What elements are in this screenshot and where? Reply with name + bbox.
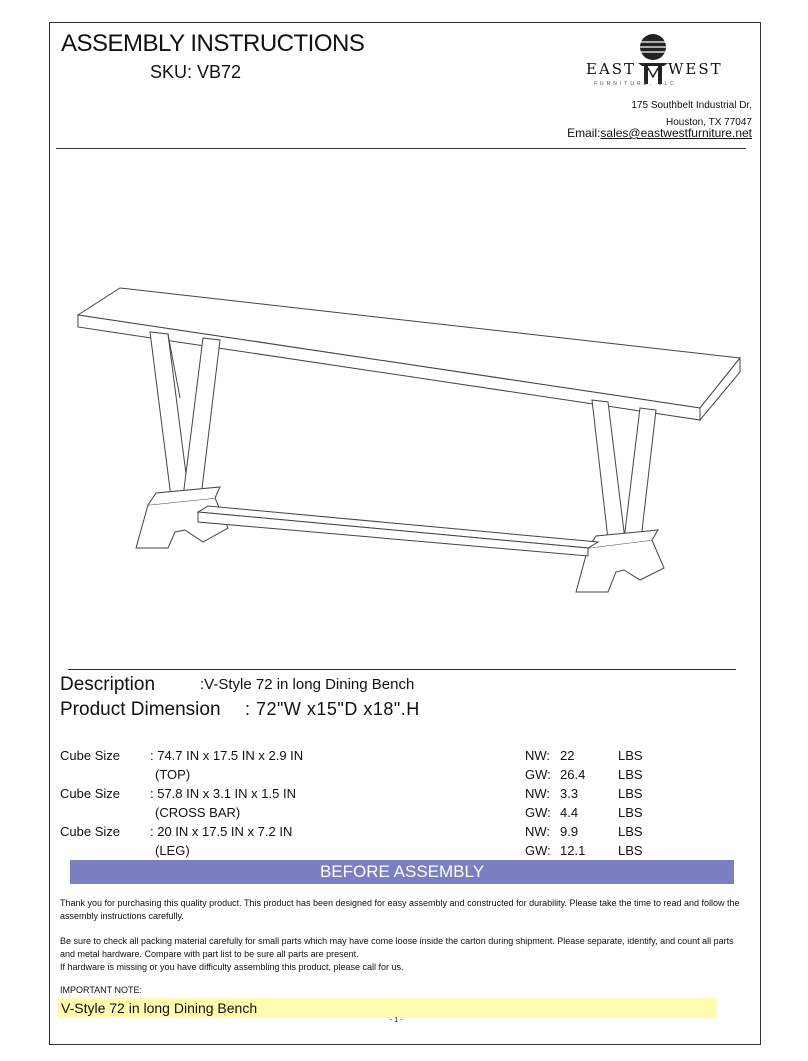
- header-divider: [56, 148, 746, 149]
- cube-part: (TOP): [155, 767, 191, 782]
- intro-paragraph: Thank you for purchasing this quality product. This product has been designed for easy assembly and constructed for durability. Please take the time to read and follow the assembly instructions carefully.: [60, 898, 740, 921]
- sku-label: SKU: VB72: [150, 62, 242, 82]
- page-title: ASSEMBLY INSTRUCTIONS: [61, 30, 365, 57]
- section-divider: [68, 669, 736, 670]
- cube-part: (LEG): [155, 843, 190, 858]
- cube-size: : 74.7 IN x 17.5 IN x 2.9 IN: [150, 748, 304, 763]
- cube-part: (CROSS BAR): [155, 805, 241, 820]
- gw-value: 26.4: [560, 767, 586, 782]
- important-note-value: V-Style 72 in long Dining Bench: [61, 1000, 258, 1016]
- bench-illustration: [60, 280, 760, 620]
- email-label: Email:: [567, 126, 601, 140]
- nw-label: NW:: [525, 748, 551, 763]
- logo-subtitle: FURNITURE, LLC: [594, 81, 677, 87]
- nw-value: 22: [560, 748, 575, 763]
- nw-value: 3.3: [560, 786, 579, 801]
- dimension-value: : 72"W x15"D x18".H: [245, 699, 420, 719]
- logo-text-east: EAST: [586, 60, 637, 78]
- important-note-label: IMPORTANT NOTE:: [60, 985, 143, 995]
- address-line-1: 175 Southbelt Industrial Dr,: [631, 100, 752, 111]
- gw-label: GW:: [525, 843, 551, 858]
- before-assembly-banner: BEFORE ASSEMBLY: [70, 860, 734, 884]
- cube-label: Cube Size: [60, 748, 120, 763]
- nw-label: NW:: [525, 786, 551, 801]
- dimension-label: Product Dimension: [60, 699, 221, 720]
- company-logo: [586, 30, 726, 98]
- email-link[interactable]: sales@eastwestfurniture.net: [600, 126, 752, 140]
- address-line-2: Houston, TX 77047: [666, 117, 752, 128]
- contact-email: [567, 126, 752, 140]
- nw-label: NW:: [525, 824, 551, 839]
- hardware-paragraph: If hardware is missing or you have difficulty assembling this product, please call for us.: [60, 962, 404, 972]
- description-value: :V-Style 72 in long Dining Bench: [200, 676, 415, 693]
- unit-label: LBS: [618, 748, 643, 763]
- unit-label: LBS: [618, 843, 643, 858]
- unit-label: LBS: [618, 767, 643, 782]
- packing-paragraph: Be sure to check all packing material carefully for small parts which may have come loose inside the carton during shipment. Please separate, identify, and count all parts and metal hardware. Compare with part list to be sure all parts are present.: [60, 936, 734, 959]
- description-label: Description: [60, 674, 156, 695]
- logo-text-west: WEST: [668, 60, 723, 78]
- cube-label: Cube Size: [60, 786, 120, 801]
- unit-label: LBS: [618, 805, 643, 820]
- unit-label: LBS: [618, 824, 643, 839]
- gw-value: 12.1: [560, 843, 586, 858]
- gw-label: GW:: [525, 767, 551, 782]
- cube-label: Cube Size: [60, 824, 120, 839]
- cube-size: : 20 IN x 17.5 IN x 7.2 IN: [150, 824, 293, 839]
- page-number: - 1 -: [390, 1017, 403, 1024]
- gw-label: GW:: [525, 805, 551, 820]
- nw-value: 9.9: [560, 824, 579, 839]
- gw-value: 4.4: [560, 805, 579, 820]
- cube-size: : 57.8 IN x 3.1 IN x 1.5 IN: [150, 786, 296, 801]
- unit-label: LBS: [618, 786, 643, 801]
